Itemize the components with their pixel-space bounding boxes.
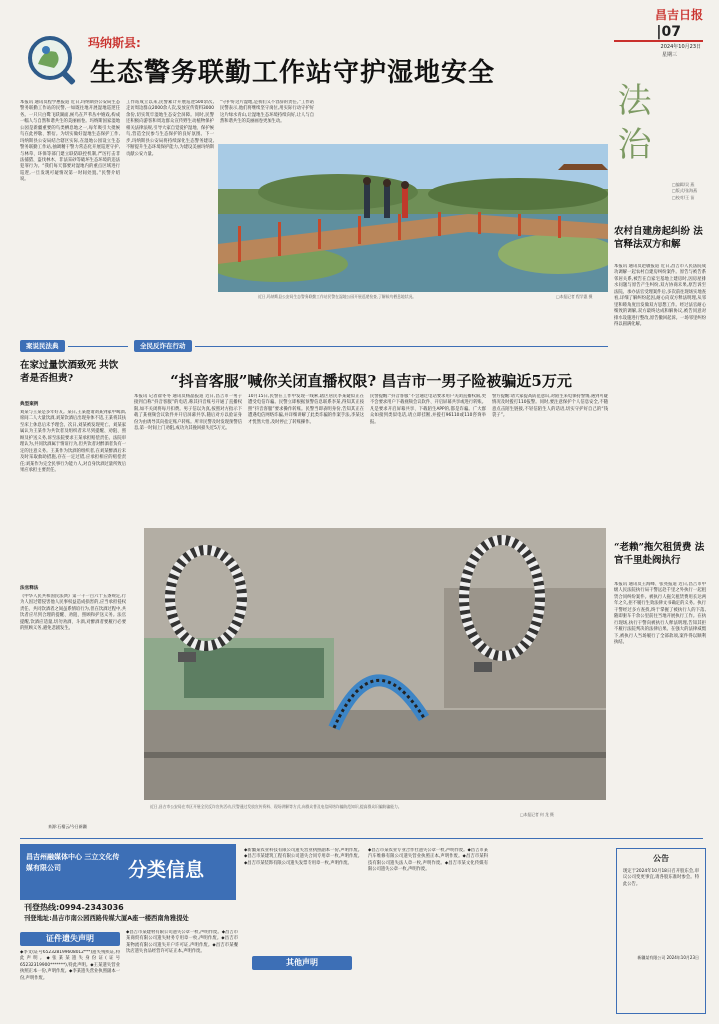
mid-col-4: 警方提醒:请大家提高防范意识,对陌生来电保持警惕,遇到可疑情况及时拨打110报警。同时,要注意保护个人信息安全,不随意点击陌生链接,不轻信陌生人的话语,切实守护好自己的“钱袋子”。 xyxy=(492,394,608,419)
ads-phone: 刊登热线:0994-2343036 xyxy=(24,903,124,912)
ads-title: 分类信息 xyxy=(128,859,205,881)
mid-col-3: 民警提醒:“抖音客服”不会通过电话要求用户关闭直播权限,更不会要求用户下载视频会议软件、开启屏幕共享或进行转账。凡是要求开启屏幕共享、下载陌生APP的,都是诈骗。广大群众如接到类似电话,请立即挂断,并拨打96110或110咨询举报。 xyxy=(370,394,486,425)
right-top-body: 本报讯 通讯员赵敏报道 近日,昌吉市人民法院成功调解一起农村自建房纠纷案件。原告与被告系邻居关系,被告在自家宅基地上建房时,因房屋排水问题与原告产生纠纷,双方协商未果,原告诉至法院。承办法官受理案件后,多次前往现场实地查看,详细了解纠纷起因,耐心向双方释法明理,从邻里和睦角度出发做双方思想工作。经过法官耐心细致的调解,双方最终达成和解协议,被告同意对排水设施进行整改,原告撤回起诉。一场邻里纠纷得以圆满化解。 xyxy=(614,264,706,327)
ads-address: 刊登地址:昌吉市南公园西路传媒大厦A座一楼西南角雅提处 xyxy=(24,915,189,922)
notice-body: 现定于2024年10月18日召开股东会,审议公司变更事宜,请各股东准时参会。特此公告。 xyxy=(623,869,699,887)
mid-tag-label: 全民反诈在行动 xyxy=(134,340,192,352)
editor-credits xyxy=(672,182,697,201)
ads-items-a: ◆李文(证号652328199608012***)遗失残疾证,特此声明。◆张某某遗失身份证(证号65232319900*******),特此声明。◆王某遗失营业执照正本一份,声明作废。◆李某遗失营业执照副本一份,声明作废。 xyxy=(20,950,120,981)
left-body: 刘某与王某是多年好友。某日,王某邀请刘某到家中喝酒,席间二人大量饮酒,刘某饮酒后出现身体不适,王某将其扶至床上休息后未予理会。次日,刘某被发现死亡。刘某家属认为王某作为共饮者及组织者未尽到提醒、劝阻、照顾及护送义务,诉至法院要求王某承担赔偿责任。法院审理认为,共同饮酒属于情谊行为,但共饮者对醉酒者负有一定的注意义务。王某作为饮酒的组织者,在刘某醉酒后未及时采取救助措施,存在一定过错,应承担相应的赔偿责任;刘某作为完全民事行为能力人,对自身饮酒过量所致后果应承担主要责任。 xyxy=(20,410,126,473)
lead-col-1: 本报讯 通讯员程学惠报道 近日,玛纳斯县公安局生态警务联勤工作站的民警,一如既往地开展湿地巡逻任务。一只只白鹭飞跃湖面,候鸟在芦苇丛中嬉戏,构成一幅人与自然和谐共生的美丽画卷。玛纳斯国家湿地公园是新疆重要的鸟类栖息地之一,每年吸引大批候鸟在此停歇、繁衍。为切实做好湿地生态保护工作,玛纳斯县公安局结合辖区实际,在湿地公园设立生态警务联勤工作站,抽调精干警力常态化开展巡逻守护,与林草、环保等部门建立联防联控机制,严厉打击非法捕猎、盗伐林木、非法采砂等破坏生态环境的违法犯罪行为。“我们每天都要对湿地内的重点区域进行巡逻,一旦发现可疑情况第一时间处置。”民警介绍说。 xyxy=(20,100,120,183)
mid-photo xyxy=(144,528,606,800)
cert-section-title: 证件遗失声明 xyxy=(20,932,120,946)
issue-date: 2024年10月23日 xyxy=(660,44,701,50)
mid-headline: “抖音客服”喊你关闭直播权限? 昌吉市一男子险被骗近5万元 xyxy=(170,372,572,390)
mid-photo-caption: 近日,昌吉市公安局在市区开展全民反诈宣传活动,民警通过发放宣传资料、现场讲解等方式,向群众普及电信网络诈骗防范知识,提高群众识骗防骗能力。 xyxy=(150,804,402,809)
lead-photo-credit: □本报记者 程学惠 摄 xyxy=(556,294,593,299)
ads-items-d: ◆昌吉市某农业专业合作社遗失公章一枚,声明作废。◆昌吉市某汽车维修有限公司遗失营业执照正本,声明作废。◆昌吉市某科技有限公司遗失法人章一枚,声明作废。◆昌吉市某文化传媒有限公司遗失公章一枚,声明作废。 xyxy=(368,848,488,873)
left-source: 来源:石榴云/今日新疆 xyxy=(48,824,87,829)
mid-col-2: 10月15日,民警在工作中发现一线索,辖区居民李某疑似正在遭受电信诈骗。民警立即根据预警信息联系李某,得知其正按照“抖音客服”要求操作转账。民警当即表明身份,告知其正在遭遇电信网络诈骗,并详细讲解了此类诈骗的作案手法,李某这才恍然大悟,及时停止了转账操作。 xyxy=(248,394,364,425)
ads-items-b: ◆昌吉市某建材有限公司遗失公章一枚,声明作废。◆昌吉市某商贸有限公司遗失财务专用章一枚,声明作废。◆昌吉市某物流有限公司遗失开户许可证,声明作废。◆昌吉市某餐饮店遗失食品经营许可证正本,声明作废。 xyxy=(126,930,238,955)
left-tag xyxy=(20,340,128,352)
masthead-rule xyxy=(614,40,703,42)
law-heading: 法官释法 xyxy=(20,586,39,591)
mid-photo-credit: □本报记者 何 龙 摄 xyxy=(520,812,554,817)
page-number: |07 xyxy=(656,24,681,40)
mid-col-1: 本报讯 记者翟冬冬 通讯员杨晶报道 近日,昌吉市一男子接到自称“抖音客服”的电话,称其抖音账号开通了直播权限,如不关闭将每月扣费。男子信以为真,按照对方指示下载了某视频会议软件并开启屏幕共享,随后对方以验证身份为由诱导其向指定账户转账。所幸民警及时发现预警信息,第一时间上门劝阻,成功为其挽回损失近5万元。 xyxy=(134,394,242,432)
left-headline: 在家过量饮酒致死 共饮者是否担责? xyxy=(20,360,119,384)
mid-tag-line xyxy=(195,346,609,347)
ads-items-c: ◆新疆某农业科技有限公司遗失营业执照副本一份,声明作废。◆昌吉市某建筑工程有限公司遗失合同专用章一枚,声明作废。◆昌吉市某装饰有限公司遗失发票专用章一枚,声明作废。 xyxy=(244,848,362,866)
lead-headline: 生态警务联勤工作站守护湿地安全 xyxy=(90,58,496,88)
lead-photo xyxy=(218,144,608,292)
notice-box xyxy=(616,848,706,1014)
ads-company: 昌吉州融媒体中心 三立文化传媒有限公司 xyxy=(26,853,120,872)
mid-tag xyxy=(134,340,608,352)
proof-credit: □校对/王 苗 xyxy=(672,194,695,200)
other-section-title: 其他声明 xyxy=(252,956,352,970)
section-title: 法治 xyxy=(611,82,651,170)
lead-kicker: 玛纳斯县: xyxy=(88,36,141,50)
notice-title: 公告 xyxy=(653,854,669,863)
lead-col-2: 工作站成立以来,民警累计开展巡逻500余次,走访周边群众2000余人次,发放宣传资料3000余份,切实筑牢湿地生态安全屏障。同时,民警还积极向游客和周边群众宣传野生动植物保护相关法律法规,引导大家自觉爱护湿地、保护候鸟,营造全民参与生态保护的良好氛围。下一步,玛纳斯县公安局将持续深化生态警务建设,不断提升生态环境保护能力,为建设美丽玛纳斯贡献公安力量。 xyxy=(126,100,214,157)
right-mid-body: 本报讯 通讯员王海峰、张亮报道 近日,昌吉市中级人民法院执行局干警远赴千里之外执行一起租赁合同纠纷案件。被执行人拖欠租赁费用长达两年之久,拒不履行生效法律文书确定的义务。执行干警经过多方查找,终于掌握了被执行人的下落,随即驱车千余公里前往当地开展执行工作。在执行现场,执行干警向被执行人释法明理,告知其拒不履行法院判决的法律后果。在强大的法律威慑下,被执行人当场履行了全部款项,案件得以顺利执结。 xyxy=(614,582,706,645)
right-mid-headline: “老赖”拖欠租赁费 法官千里赴阀执行 xyxy=(614,542,705,566)
case-heading: 典型案例 xyxy=(20,402,39,407)
notice-sign: 新疆某有限公司 2024年10月23日 xyxy=(637,955,699,960)
lead-photo-caption: 近日,玛纳斯县公安局生态警务联勤工作站民警在湿地公园开展巡逻检查,了解候鸟栖息地状况。 xyxy=(258,294,417,299)
ads-top-rule xyxy=(20,838,703,839)
masthead-logo: 昌吉日报 xyxy=(654,8,703,22)
ads-header xyxy=(20,844,236,900)
left-tag-label: 案说民法典 xyxy=(20,340,65,352)
designer-credit: □版式/张海燕 xyxy=(672,188,698,194)
issue-weekday: 星期三 xyxy=(661,52,677,58)
right-top-headline: 农村自建房起纠纷 法官释法双方和解 xyxy=(614,226,703,250)
editor-credit: □编辑/吴 燕 xyxy=(672,182,695,187)
lead-icon xyxy=(22,30,84,92)
left-law-body: 《中华人民共和国民法典》第一千一百六十五条规定,行为人因过错侵害他人民事权益造成损害的,应当承担侵权责任。共同饮酒者之间虽系情谊行为,但在饮酒过程中,共饮者应尽到合理的提醒、劝阻、照顾和护送义务。法官提醒,饮酒应适量,切勿劝酒、斗酒,对醉酒者要履行必要的照顾义务,避免悲剧发生。 xyxy=(20,594,126,632)
left-tag-line xyxy=(68,346,129,347)
lead-col-3: “守护好这片湿地,是我们义不容辞的责任。”工作站民警表示,他们将继续坚守岗位,用实际行动守护好这片绿水青山,让湿地生态环境持续向好,让人与自然和谐共生的美丽画卷更加生动。 xyxy=(220,100,314,125)
